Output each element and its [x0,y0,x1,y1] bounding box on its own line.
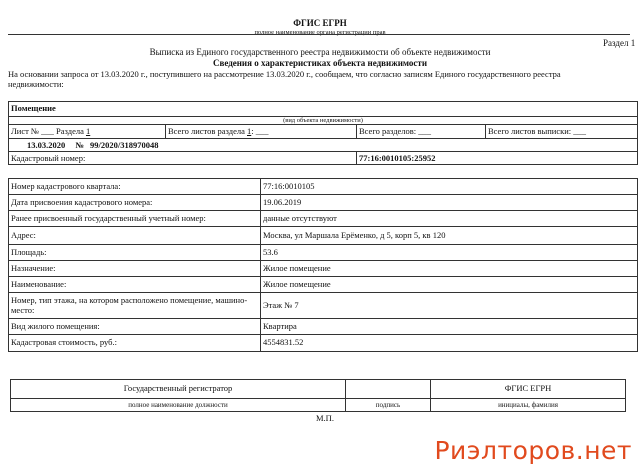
sign-hint: подпись [346,399,431,412]
cadastral-value: 77:16:0010105:25952 [357,152,638,165]
sheet-label: Лист № ___ Раздела [11,126,84,137]
basis-line-1: На основании запроса от 13.03.2020 г., поступившего на рассмотрение 13.03.2020 г., сообщаем, что согласно записям Единого государственного реестра [8,69,561,79]
total-sheets-section-cell [166,125,357,139]
total-sheets-section-number: 1 [247,126,252,137]
watermark-logo: Риэлторов.нет [434,436,632,466]
table-row [9,245,638,261]
total-sheets-section-label: Всего листов раздела [168,126,245,137]
extract-date: 13.03.2020 [27,139,66,150]
extract-number: 99/2020/318970048 [90,139,159,150]
row-value: данные отсутствуют [261,211,638,227]
row-label: Номер кадастрового квартала: [9,179,261,195]
basis-line-2: недвижимости: [8,79,64,89]
sheet-cell [9,125,166,139]
signature-table [10,379,626,412]
table-row [9,195,638,211]
total-sections-cell: Всего разделов: ___ [357,125,486,139]
document-subtitle: полное наименование органа регистрации прав [254,29,386,36]
object-type: Помещение [9,102,638,117]
table-row [9,179,638,195]
row-label: Площадь: [9,245,261,261]
table-row [9,227,638,245]
row-value: 4554831.52 [261,335,638,352]
cadastral-label: Кадастровый номер: [9,152,357,165]
registrar-title: Государственный регистратор [11,380,346,399]
row-label: Дата присвоения кадастрового номера: [9,195,261,211]
sheet-number: 1 [85,126,91,137]
table-row [9,277,638,293]
doc-name: Выписка из Единого государственного реестра недвижимости об объекте недвижимости [149,47,491,57]
row-value: 77:16:0010105 [261,179,638,195]
total-sheets-extract-cell: Всего листов выписки: ___ [486,125,638,139]
date-number-cell [9,139,638,152]
row-value: Москва, ул Маршала Ерёменко, д 5, корп 5, кв 120 [261,227,638,245]
object-header-table [8,101,638,165]
header-divider [8,34,630,35]
row-value: Жилое помещение [261,261,638,277]
row-value: Жилое помещение [261,277,638,293]
doc-subtitle: Сведения о характеристиках объекта недвижимости [212,58,428,68]
initials-hint: инициалы, фамилия [431,399,626,412]
number-label: № [75,139,84,150]
table-row [9,335,638,352]
object-type-hint: (вид объекта недвижимости) [9,117,638,125]
table-row [9,261,638,277]
row-label: Кадастровая стоимость, руб.: [9,335,261,352]
section-label: Раздел 1 [603,38,636,48]
table-row [9,293,638,319]
row-label: Номер, тип этажа, на котором расположено помещение, машино-место: [9,293,261,319]
row-value: Квартира [261,319,638,335]
table-row [9,211,638,227]
row-label: Наименование: [9,277,261,293]
registrar-org: ФГИС ЕГРН [431,380,626,399]
row-value: Этаж № 7 [261,293,638,319]
row-value: 53.6 [261,245,638,261]
signature-blank [346,380,431,399]
table-row [9,319,638,335]
row-label: Адрес: [9,227,261,245]
stamp-label: М.П. [316,413,334,423]
total-sheets-section-tail: : ___ [251,126,269,137]
row-label: Ранее присвоенный государственный учетный номер: [9,211,261,227]
characteristics-table [8,178,638,352]
position-hint: полное наименование должности [11,399,346,412]
row-value: 19.06.2019 [261,195,638,211]
document-title: ФГИС ЕГРН [293,18,347,28]
row-label: Вид жилого помещения: [9,319,261,335]
row-label: Назначение: [9,261,261,277]
